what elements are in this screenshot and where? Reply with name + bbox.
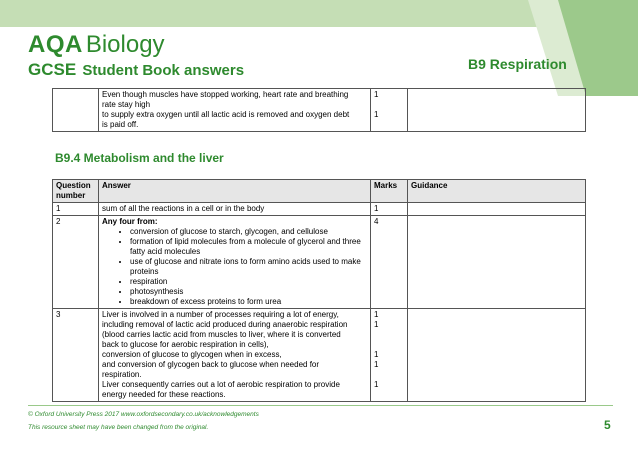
marks-cell: 1 1 xyxy=(371,89,408,132)
brand-biology: Biology xyxy=(85,31,165,58)
list-item: • conversion of glucose to starch, glycogen, and cellulose xyxy=(130,227,367,237)
answer-cell xyxy=(99,216,371,309)
table-row xyxy=(53,216,586,309)
answer-lead: Any four from: xyxy=(102,217,158,226)
list-item: • breakdown of excess proteins to form urea xyxy=(130,297,367,307)
footer-notice: This resource sheet may have been changed from the original. xyxy=(28,424,209,431)
table-row xyxy=(53,203,586,216)
question-number: 1 xyxy=(53,203,99,216)
header-marks: Marks xyxy=(371,180,408,203)
brand-gcse: GCSE xyxy=(28,60,77,79)
table-row xyxy=(53,309,586,402)
question-number: 2 xyxy=(53,216,99,309)
guidance-cell xyxy=(408,203,586,216)
guidance-cell xyxy=(408,309,586,402)
brand-logo xyxy=(28,31,165,59)
question-number: 3 xyxy=(53,309,99,402)
guidance-cell xyxy=(408,89,586,132)
marks-cell: 1 1 1 1 1 xyxy=(371,309,408,402)
list-item: • respiration xyxy=(130,277,367,287)
corner-decoration xyxy=(528,0,638,96)
marks-cell: 4 xyxy=(371,216,408,309)
table-header-row xyxy=(53,180,586,203)
footer-divider xyxy=(28,405,613,406)
answer-table xyxy=(52,179,586,402)
header-guidance: Guidance xyxy=(408,180,586,203)
header-answer: Answer xyxy=(99,180,371,203)
answer-cell: Even though muscles have stopped working, heart rate and breathing rate stay high to supply extra oxygen until all lactic acid is removed and oxygen debt is paid off. xyxy=(99,89,371,132)
chapter-title: B9 Respiration xyxy=(468,56,567,72)
header-question: Question number xyxy=(53,180,99,203)
section-title: B9.4 Metabolism and the liver xyxy=(55,151,224,165)
answer-cell: sum of all the reactions in a cell or in the body xyxy=(99,203,371,216)
marks-cell: 1 xyxy=(371,203,408,216)
list-item: • formation of lipid molecules from a molecule of glycerol and three fatty acid molecules xyxy=(130,237,367,257)
list-item: • use of glucose and nitrate ions to form amino acids used to make proteins xyxy=(130,257,367,277)
list-item: • photosynthesis xyxy=(130,287,367,297)
brand-aqa: AQA xyxy=(28,31,83,58)
answer-cell: Liver is involved in a number of processes requiring a lot of energy, including removal of lactic acid produced during anaerobic respiration (blood carries lactic acid from muscles to liver, where it is converted back to glucose for aerobic respiration in cells), conversion of glucose to glycogen when in excess, and conversion of glycogen back to glucose when needed for respiration. Liver consequently carries out a lot of aerobic respiration to provide energy needed for these reactions. xyxy=(99,309,371,402)
page-number: 5 xyxy=(604,418,611,432)
continued-answer-table xyxy=(52,88,586,132)
table-row xyxy=(53,89,586,132)
brand-subtitle-text: Student Book answers xyxy=(82,62,245,79)
answer-bullet-list xyxy=(102,227,367,307)
footer-copyright: © Oxford University Press 2017 www.oxfordsecondary.co.uk/acknowledgements xyxy=(28,411,259,418)
guidance-cell xyxy=(408,216,586,309)
question-cell xyxy=(53,89,99,132)
brand-subtitle xyxy=(28,60,244,81)
